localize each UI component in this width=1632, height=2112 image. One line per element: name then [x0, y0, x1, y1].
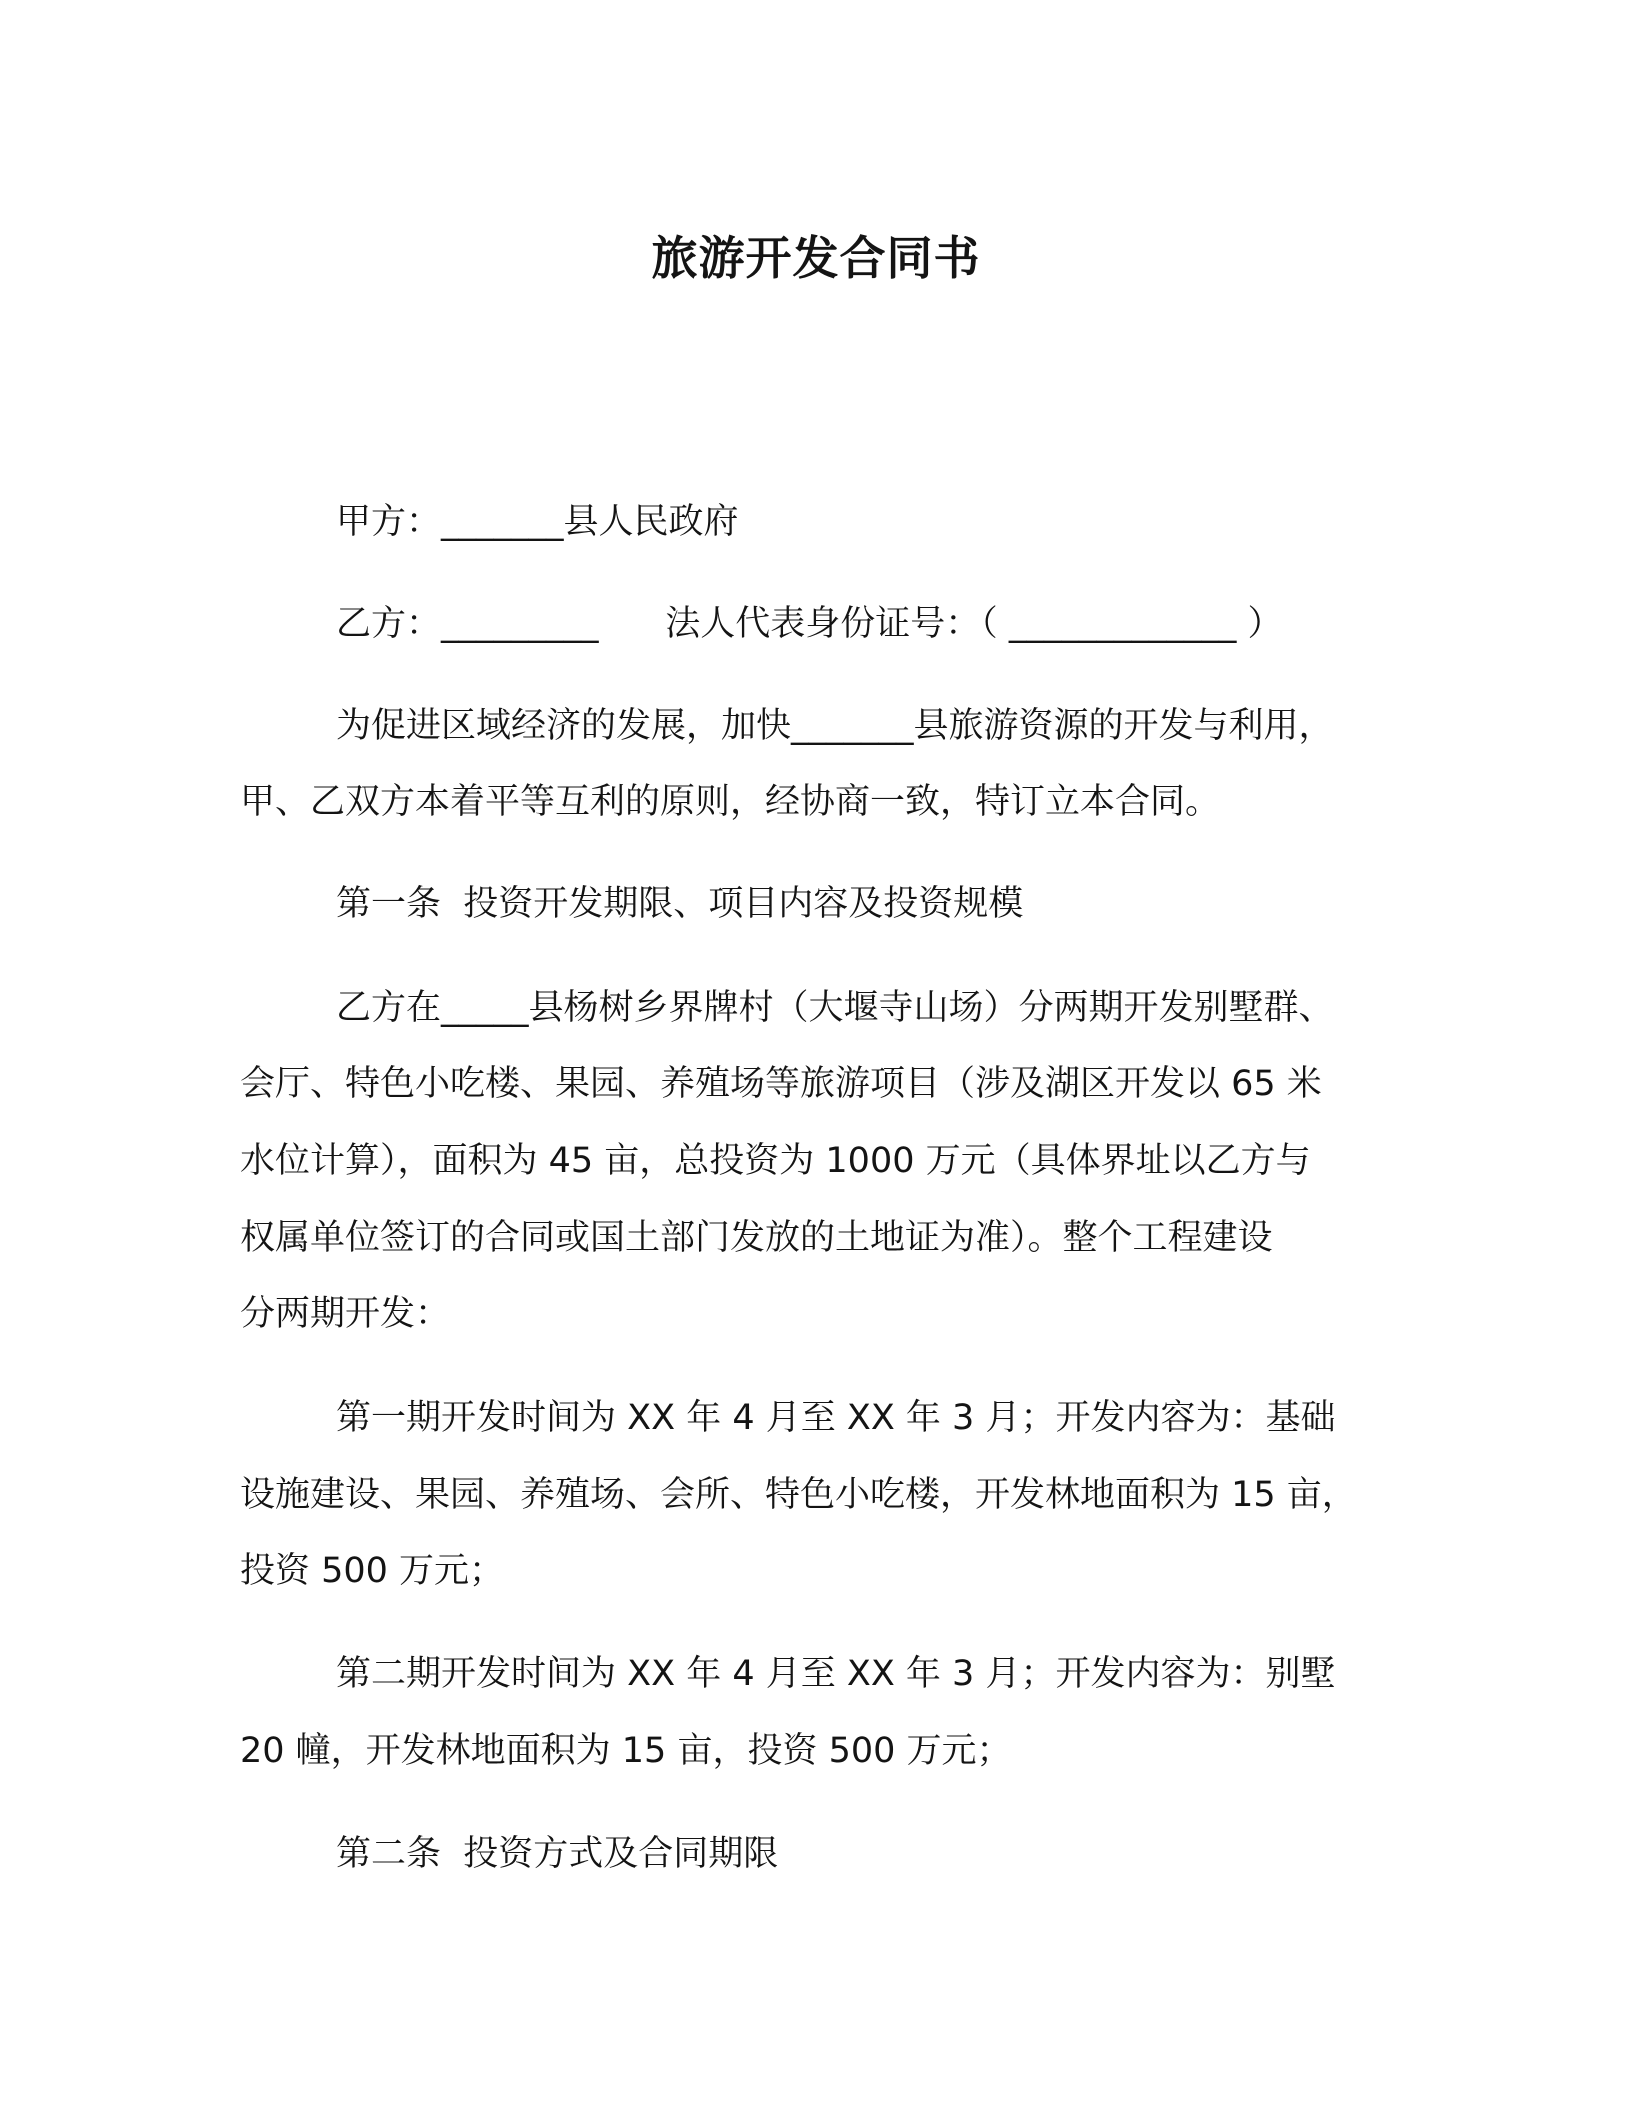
document-title: 旅游开发合同书 — [651, 231, 981, 285]
phase-2-line: 20 幢，开发林地面积为 15 亩，投资 500 万元； — [240, 1731, 1012, 1771]
phase-1-line: 投资 500 万元； — [240, 1551, 505, 1591]
party-a-line: 甲方：_______县人民政府 — [336, 502, 739, 542]
article-1-body-line: 权属单位签订的合同或国土部门发放的土地证为准）。整个工程建设 — [240, 1218, 1273, 1258]
preamble-line: 为促进区域经济的发展，加快_______县旅游资源的开发与利用， — [336, 706, 1334, 746]
article-1-body-line: 会厅、特色小吃楼、果园、养殖场等旅游项目（涉及湖区开发以 65 米 — [240, 1064, 1322, 1104]
preamble-line: 甲、乙双方本着平等互利的原则，经协商一致，特订立本合同。 — [240, 782, 1221, 822]
phase-1-line: 第一期开发时间为 XX 年 4 月至 XX 年 3 月；开发内容为：基础 — [336, 1398, 1336, 1438]
phase-1-line: 设施建设、果园、养殖场、会所、特色小吃楼，开发林地面积为 15 亩， — [240, 1475, 1357, 1515]
article-1-body-line: 乙方在_____县杨树乡界牌村（大堰寺山场）分两期开发别墅群、 — [336, 988, 1334, 1028]
party-b-line: 乙方：_________ 法人代表身份证号：（ _____________ ） — [336, 604, 1283, 644]
article-1-heading: 第一条 投资开发期限、项目内容及投资规模 — [336, 884, 1024, 924]
article-1-body-line: 分两期开发： — [240, 1294, 451, 1334]
phase-2-line: 第二期开发时间为 XX 年 4 月至 XX 年 3 月；开发内容为：别墅 — [336, 1654, 1336, 1694]
article-1-body-line: 水位计算），面积为 45 亩，总投资为 1000 万元（具体界址以乙方与 — [240, 1141, 1311, 1181]
article-2-heading: 第二条 投资方式及合同期限 — [336, 1834, 779, 1874]
